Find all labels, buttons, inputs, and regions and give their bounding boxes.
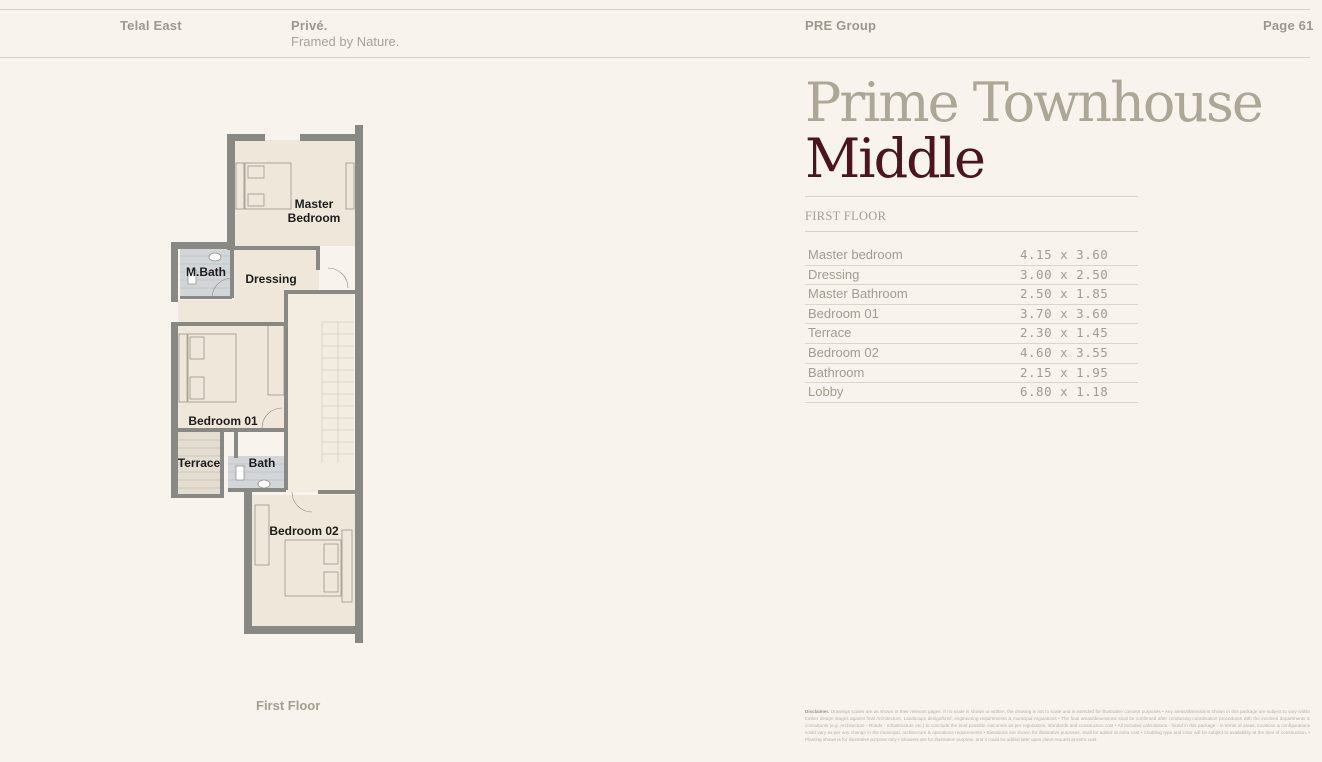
room-row: [805, 305, 1138, 325]
project-name: Telal East: [120, 18, 182, 33]
room-row: [805, 246, 1138, 266]
title-line1: Prime Townhouse: [805, 71, 1262, 134]
label-bedroom01: Bedroom 01: [188, 414, 258, 428]
floor-plan: [160, 120, 380, 650]
header-top-rule: [0, 9, 1310, 10]
disclaimer: [805, 708, 1310, 743]
room-row: [805, 383, 1138, 403]
label-bedroom02: Bedroom 02: [269, 524, 339, 538]
room-dims: 3.00 x 2.50: [1020, 266, 1109, 282]
room-dims: 4.60 x 3.55: [1020, 344, 1109, 360]
stair-hall: [288, 292, 354, 492]
room-name: Bedroom 01: [808, 305, 879, 321]
room-name: Master Bathroom: [808, 286, 908, 302]
plan-caption: First Floor: [256, 698, 321, 713]
room-name: Terrace: [808, 325, 852, 341]
header-bottom-rule: [0, 57, 1310, 58]
label-bath: Bath: [248, 456, 276, 470]
room-name: Bedroom 02: [808, 344, 879, 360]
room-name: Bathroom: [808, 364, 865, 380]
room-row: [805, 266, 1138, 286]
room-row: [805, 364, 1138, 384]
room-name: Master bedroom: [808, 247, 903, 262]
label-mbath: M.Bath: [186, 265, 226, 279]
label-terrace: Terrace: [177, 456, 221, 470]
room-name: Lobby: [808, 384, 844, 400]
room-dims: 3.70 x 3.60: [1020, 305, 1109, 321]
room-row: [805, 324, 1138, 344]
brand-tagline: Framed by Nature.: [291, 34, 400, 49]
title-rule: [805, 196, 1138, 197]
floor-label-rule: [805, 231, 1138, 232]
floor-label: FIRST FLOOR: [805, 209, 887, 223]
label-master-bedroom-line2: Bedroom: [287, 211, 341, 225]
room-dims: 6.80 x 1.18: [1020, 384, 1109, 400]
developer-name: PRE Group: [805, 18, 877, 33]
room-dims: 2.50 x 1.85: [1020, 286, 1109, 302]
room-row: [805, 344, 1138, 364]
disclaimer-heading: Disclaimer.: [805, 709, 830, 714]
room-dims: 2.15 x 1.95: [1020, 364, 1109, 380]
room-row: [805, 285, 1138, 305]
room-name: Dressing: [808, 266, 860, 282]
label-master-bedroom-line1: Master: [294, 197, 334, 211]
room-dims: 2.30 x 1.45: [1020, 325, 1109, 341]
brand-name: Privé.: [291, 18, 328, 33]
title-line2: Middle: [805, 127, 984, 190]
page-number: Page 61: [1263, 18, 1314, 33]
room-dims: 4.15 x 3.60: [1020, 247, 1109, 262]
disclaimer-text: Drawings scales are as shown in their relevant pages. If no scale is shown or written, the drawing is not to scale and is intended for illustrative concept purposes • Any areas/dimensions shown in this package are subject to vary within further design stages against final Architecture, Landscape design/brief, engineering requirements & municipal regulations • The final areas/dimensions shall be confirmed after conducting coordination procedures with the involved departments & consultants (e.g. Architecture - Roads - Infrastructure etc.) to conclude the best possible outcomes as per regulations, standards and construction cost • All Included calculations - found in this package - in terms of areas, locations & configurations could vary as per any change in the municipal, architecture & operations requirements • Elevations are shown for illustrative purposes, shall be added at extra cost • Cladding type and color will be subject to availability at the time of construction. • Planting shown is for illustrative purpose only • Showers are for illustration purpose, and it could be added later upon client request at extra cost.: [805, 709, 1311, 742]
room-schedule: [805, 246, 1138, 403]
label-dressing: Dressing: [245, 272, 297, 286]
